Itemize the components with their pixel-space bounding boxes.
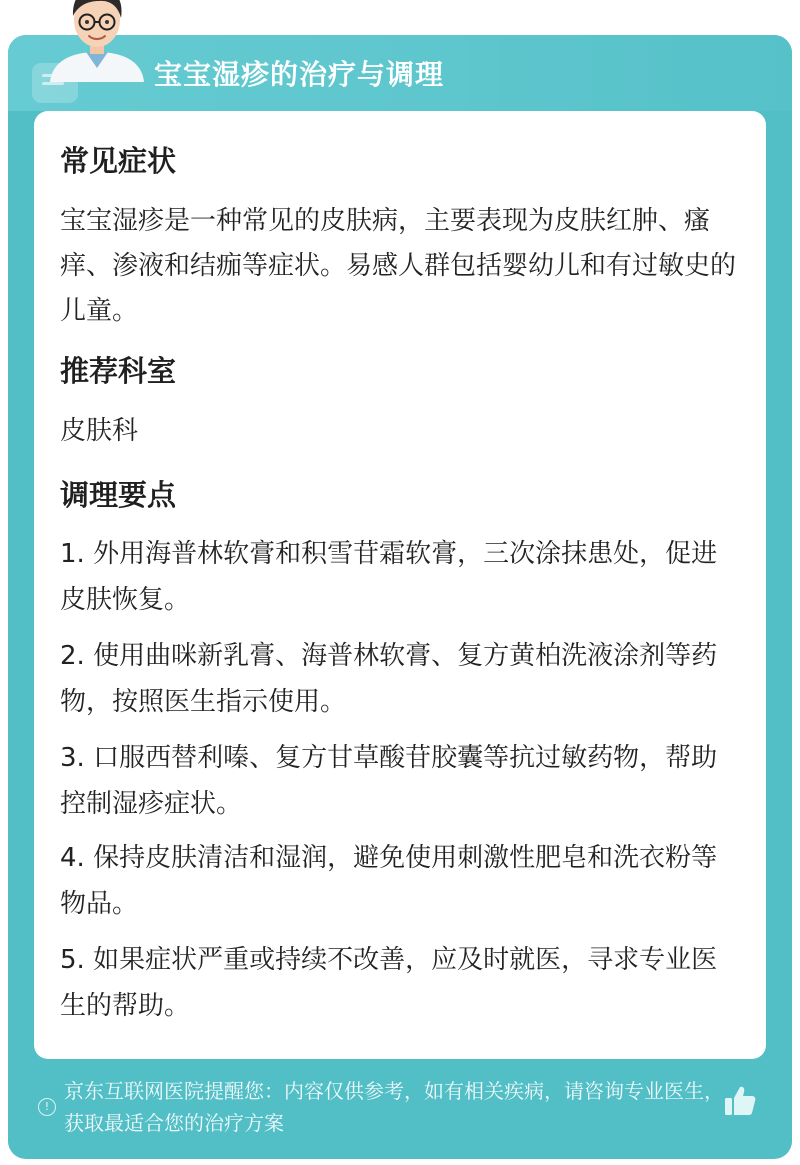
- care-item-2: 2. 使用曲咪新乳膏、海普林软膏、复方黄柏洗液涂剂等药物，按照医生指示使用。: [60, 641, 718, 717]
- content-card: [34, 111, 766, 1059]
- info-icon: !: [38, 1098, 56, 1116]
- doctor-avatar: [42, 0, 152, 82]
- disclaimer-text: 京东互联网医院提醒您：内容仅供参考，如有相关疾病，请咨询专业医生，获取最适合您的治疗方案: [64, 1079, 724, 1135]
- section-title-symptoms: 常见症状: [60, 144, 177, 178]
- department-text: 皮肤科: [60, 416, 139, 446]
- content-frame: [8, 35, 792, 1159]
- care-item-1: 1. 外用海普林软膏和积雪苷霜软膏，三次涂抹患处，促进皮肤恢复。: [60, 539, 718, 615]
- page-title: 宝宝湿疹的治疗与调理: [154, 58, 445, 91]
- symptoms-text: 宝宝湿疹是一种常见的皮肤病，主要表现为皮肤红肿、瘙痒、渗液和结痂等症状。易感人群包括婴幼儿和有过敏史的儿童。: [60, 206, 737, 326]
- section-title-department: 推荐科室: [60, 354, 177, 388]
- section-title-care: 调理要点: [60, 478, 177, 512]
- care-item-4: 4. 保持皮肤清洁和湿润，避免使用刺激性肥皂和洗衣粉等物品。: [60, 843, 718, 919]
- care-item-3: 3. 口服西替利嗪、复方甘草酸苷胶囊等抗过敏药物，帮助控制湿疹症状。: [60, 743, 718, 819]
- thumbs-up-icon[interactable]: [722, 1083, 758, 1119]
- care-item-5: 5. 如果症状严重或持续不改善，应及时就医，寻求专业医生的帮助。: [60, 945, 718, 1021]
